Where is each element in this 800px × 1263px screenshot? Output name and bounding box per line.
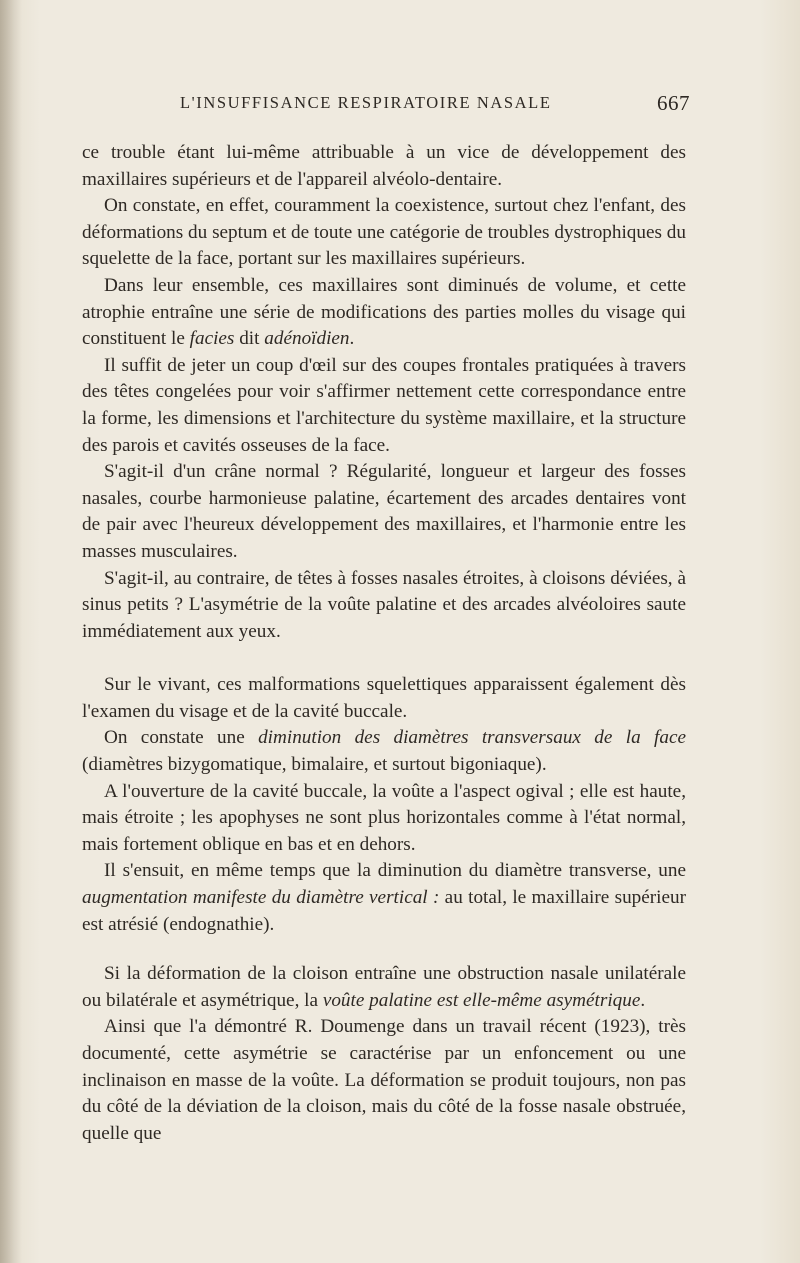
page-header [180,93,690,121]
text-span: Si la déformation de la cloison entraîne une obstruction nasale unilatérale ou bilatérale et asymétrique, la [82,963,686,1011]
italic-term: voûte palatine est elle-même asymétrique [322,989,641,1011]
paragraph-9 [82,779,686,859]
section-break [82,938,686,961]
text-span: Sur le vivant, ces malformations squelettiques apparaissent également dès l'examen du visage et de la cavité buccale. [82,674,686,722]
italic-term: augmentation manifeste du diamètre vertical : [82,887,440,909]
paragraph-12 [82,1014,686,1147]
paragraph-11 [82,961,686,1014]
text-span: au total, le maxillaire supérieur est atrésié (endognathie). [82,887,687,935]
text-span: . [349,328,355,350]
text-span: dit [234,328,265,350]
text-span: S'agit-il d'un crâne normal ? Régularité, longueur et largeur des fosses nasales, courbe harmonieuse palatine, écartement des arcades dentaires vont de pair avec l'heureux développement des maxillaires, et l'harmonie entre les masses musculaires. [82,461,686,562]
text-span: Il s'ensuit, en même temps que la diminution du diamètre transverse, une [104,860,686,882]
text-span: Dans leur ensemble, ces maxillaires sont diminués de volume, et cette atrophie entraîne une série de modifications des parties molles du visage qui constituent le [82,274,686,350]
text-span: (diamètres bizygomatique, bimalaire, et surtout bigoniaque). [82,754,547,776]
text-span: S'agit-il, au contraire, de têtes à fosses nasales étroites, à cloisons déviées, à sinus petits ? L'asymétrie de la voûte palatine et des arcades alvéoloires saute immédiatement aux yeux. [82,567,686,642]
text-span: Il suffit de jeter un coup d'œil sur des coupes frontales pratiquées à travers des têtes congelées pour voir s'affirmer nettement cette correspondance entre la forme, les dimensions et l'architecture du système maxillaire, et la structure des parois et cavités osseuses de la face. [82,354,686,456]
paragraph-10 [82,858,686,938]
body-text [82,140,686,1147]
paragraph-5 [82,459,686,565]
text-span: Ainsi que l'a démontré R. Doumenge dans un travail récent (1923), très documenté, cette asymétrie se caractérise par un enfoncement ou une inclinaison en masse de la voûte. La déformation se produit toujours, non pas du côté de la déviation de la cloison, mais du côté de la fosse nasale obstruée, quelle que [82,1016,686,1144]
paragraph-2 [82,193,686,273]
italic-term: diminution des diamètres transversaux de la face [258,727,686,749]
paragraph-4 [82,353,686,459]
paragraph-8 [82,725,686,778]
text-span: A l'ouverture de la cavité buccale, la voûte a l'aspect ogival ; elle est haute, mais étroite ; les apophyses ne sont plus horizontales comme à l'état normal, mais fortement oblique en bas et en dehors. [82,780,686,855]
running-title: L'INSUFFISANCE RESPIRATOIRE NASALE [180,93,552,112]
section-break [82,645,686,672]
paragraph-1 [82,140,686,193]
text-span: On constate une [104,727,259,749]
text-span: ce trouble étant lui-même attribuable à un vice de développement des maxillaires supérieurs et de l'appareil alvéolo-dentaire. [82,142,686,190]
text-span: On constate, en effet, couramment la coexistence, surtout chez l'enfant, des déformations du septum et de toute une catégorie de troubles dystrophiques du squelette de la face, portant sur les maxillaires supérieurs. [82,195,686,270]
italic-term: adénoïdien [264,328,350,350]
italic-term: facies [189,328,235,350]
paragraph-6 [82,566,686,646]
paragraph-3 [82,273,686,353]
paragraph-7 [82,672,686,725]
text-span: . [640,989,646,1011]
page-number: 667 [657,91,690,115]
spine-shadow [0,0,22,1263]
